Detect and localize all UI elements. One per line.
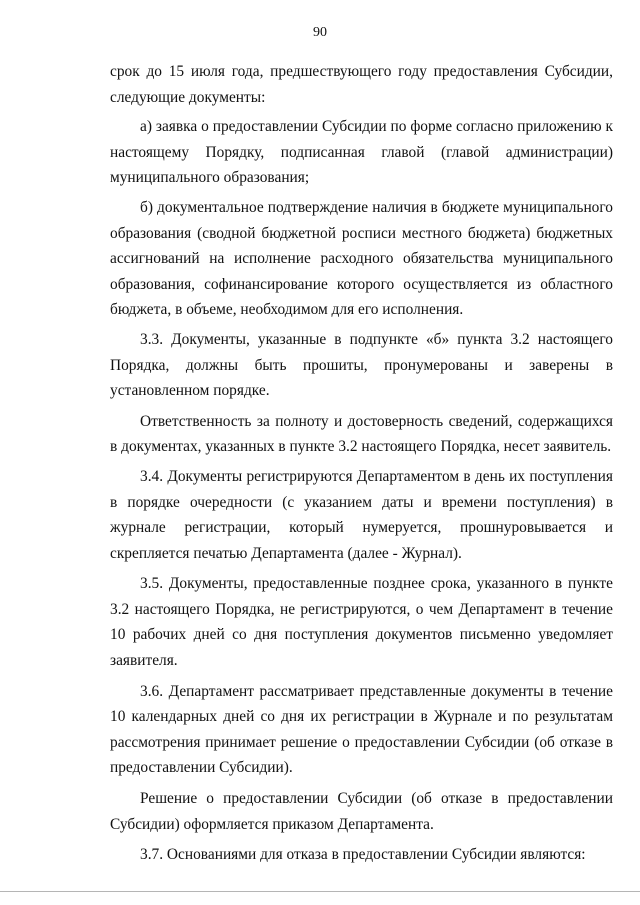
page-number: 90	[313, 25, 327, 40]
paragraph-3-6: 3.6. Департамент рассматривает представленные документы в течение 10 календарных дней со дня их регистрации в Журнале и по результатам рассмотрения принимает решение о предоставлении Субсидии (об отказе в предоставлении Субсидии).	[110, 682, 613, 777]
paragraph-decision: Решение о предоставлении Субсидии (об отказе в предоставлении Субсидии) оформляется приказом Департамента.	[110, 790, 613, 833]
document-body	[110, 59, 613, 868]
bottom-edge-line	[0, 891, 640, 892]
paragraph-3-3: 3.3. Документы, указанные в подпункте «б» пункта 3.2 настоящего Порядка, должны быть прошиты, пронумерованы и заверены в установленном порядке.	[110, 330, 613, 400]
paragraph-3-7: 3.7. Основаниями для отказа в предоставлении Субсидии являются:	[140, 846, 586, 864]
paragraph-3-5: 3.5. Документы, предоставленные позднее срока, указанного в пункте 3.2 настоящего Порядка, не регистрируются, о чем Департамент в течение 10 рабочих дней со дня поступления документов письменно уведомляет заявителя.	[110, 575, 613, 670]
paragraph-responsibility: Ответственность за полноту и достоверность сведений, содержащихся в документах, указанных в пункте 3.2 настоящего Порядка, несет заявитель.	[110, 412, 613, 456]
paragraph-item-b: б) документальное подтверждение наличия в бюджете муниципального образования (сводной бюджетной росписи местного бюджета) бюджетных ассигнований на исполнение расходного обязательства муниципального образования, софинансирование которого осуществляется из областного бюджета, в объеме, необходимом для его исполнения.	[110, 198, 613, 319]
paragraph-continuation: срок до 15 июля года, предшествующего году предоставления Субсидии, следующие документы:	[110, 63, 613, 106]
paragraph-3-4: 3.4. Документы регистрируются Департаментом в день их поступления в порядке очередности (с указанием даты и времени поступления) в журнале регистрации, который нумеруется, прошнуровывается и скрепляется печатью Департамента (далее - Журнал).	[110, 467, 613, 562]
paragraph-item-a: а) заявка о предоставлении Субсидии по форме согласно приложению к настоящему Порядку, подписанная главой (главой администрации) муниципального образования;	[110, 118, 613, 187]
